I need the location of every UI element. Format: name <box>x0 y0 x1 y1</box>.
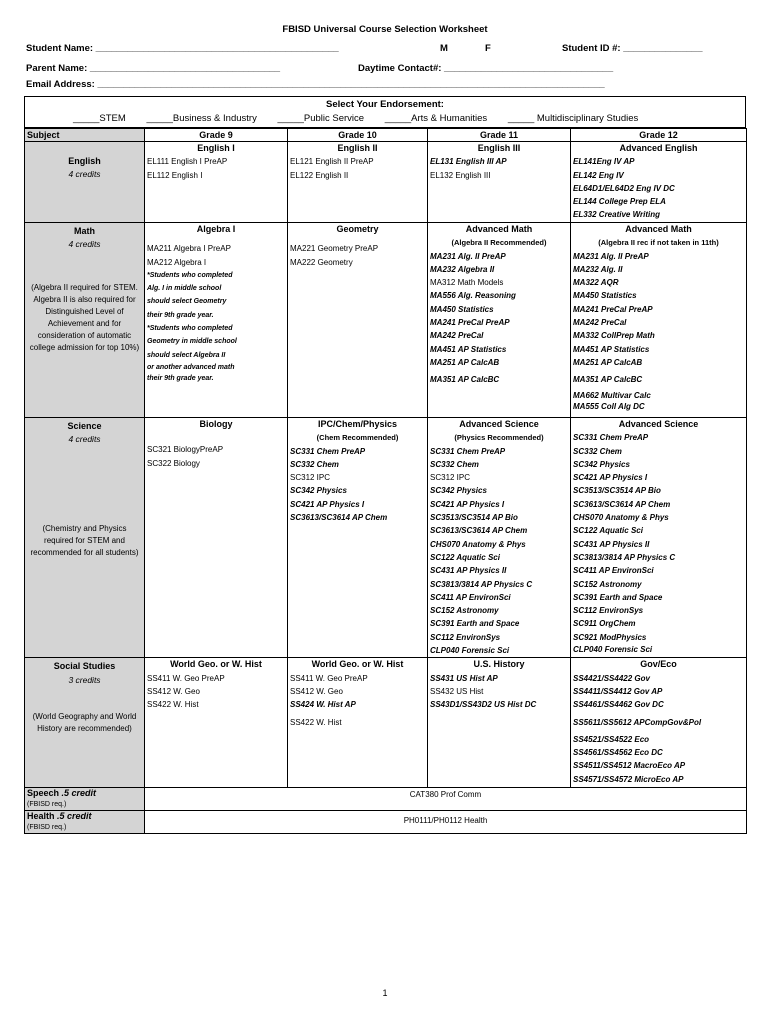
endorsement-public-service[interactable]: _____Public Service <box>277 113 365 124</box>
course-item[interactable]: MA251 AP CalcAB <box>573 357 643 367</box>
course-item[interactable]: SS4571/SS4572 MicroEco AP <box>573 774 684 784</box>
col-grade-11: Grade 11 <box>428 129 571 142</box>
social-credits: 3 credits <box>68 674 101 685</box>
course-item[interactable]: SC312 IPC <box>290 473 331 483</box>
math-note-line: their 9th grade year. <box>147 374 214 382</box>
social-note: (World Geography and World History are recommended) <box>32 711 137 733</box>
page-number: 1 <box>382 988 388 998</box>
math-g11 <box>428 223 571 418</box>
speech-course[interactable]: CAT380 Prof Comm <box>145 788 747 811</box>
science-name: Science <box>67 421 102 431</box>
course-item[interactable]: SS411 W. Geo PreAP <box>147 673 225 683</box>
col-grade-10: Grade 10 <box>288 129 428 142</box>
course-item[interactable]: MA332 CollPrep Math <box>573 331 655 341</box>
math-g10 <box>288 223 428 418</box>
course-item[interactable]: SC122 Aquatic Sci <box>430 552 500 562</box>
course-item[interactable]: SC312 IPC <box>430 473 471 483</box>
course-item[interactable]: EL141Eng IV AP <box>573 157 635 167</box>
course-item[interactable]: SS432 US Hist <box>430 686 484 696</box>
course-item[interactable]: SS43D1/SS43D2 US Hist DC <box>430 700 537 710</box>
course-item[interactable]: SS412 W. Geo <box>290 686 343 696</box>
daytime-contact-field[interactable]: Daytime Contact#: ________________________________ <box>358 63 614 74</box>
speech-subject <box>25 788 145 811</box>
english-credits: 4 credits <box>68 169 101 180</box>
endorsement-options <box>73 113 656 124</box>
course-item[interactable]: SC3513/SC3514 AP Bio <box>430 513 518 523</box>
course-item[interactable]: MA241 PreCal PreAP <box>573 304 653 314</box>
social-g12 <box>571 658 747 788</box>
endorsement-box <box>24 96 746 128</box>
health-subject <box>25 811 145 834</box>
social-subject <box>25 658 145 788</box>
course-item[interactable]: SC152 Astronomy <box>430 606 499 616</box>
course-item[interactable]: SC322 Biology <box>147 458 200 468</box>
course-item[interactable]: SC3613/SC3614 AP Chem <box>430 526 528 536</box>
course-item[interactable]: SS422 W. Hist <box>290 717 342 727</box>
course-item[interactable]: SC421 AP Physics I <box>430 499 505 509</box>
course-item[interactable]: SC332 Chem <box>290 459 339 469</box>
course-item[interactable]: SS431 US Hist AP <box>430 673 498 683</box>
course-item[interactable]: MA450 Statistics <box>573 291 637 301</box>
social-g10-head: World Geo. or W. Hist <box>311 659 404 670</box>
course-item[interactable]: SC112 EnvironSys <box>573 606 644 616</box>
course-table <box>24 128 747 834</box>
math-g9-head: Algebra I <box>196 224 236 234</box>
course-item[interactable]: MA232 Algebra II <box>430 264 495 274</box>
course-item[interactable]: MA662 Multivar Calc <box>573 390 651 400</box>
english-g12-head: Advanced English <box>619 143 698 153</box>
course-item[interactable]: MA221 Geometry PreAP <box>290 244 379 254</box>
science-g10-head: IPC/Chem/Physics <box>317 419 398 429</box>
speech-name: Speech <box>27 788 60 799</box>
math-note-line: Geometry in middle school <box>147 338 237 346</box>
course-item[interactable]: SS411 W. Geo PreAP <box>290 673 368 683</box>
social-g9-head: World Geo. or W. Hist <box>170 659 262 670</box>
course-item[interactable]: SC3613/SC3614 AP Chem <box>573 499 671 509</box>
science-row <box>25 418 747 658</box>
course-item[interactable]: MA242 PreCal <box>573 318 627 328</box>
course-item[interactable]: SC3813/3814 AP Physics C <box>573 552 676 562</box>
course-item[interactable]: MA222 Geometry <box>290 257 353 267</box>
health-name: Health <box>27 811 55 822</box>
speech-req: (FBISD req.) <box>27 801 67 809</box>
course-item[interactable]: SC431 AP Physics II <box>430 566 507 576</box>
course-item[interactable]: MA451 AP Statistics <box>430 344 507 354</box>
course-item[interactable]: SC332 Chem <box>430 459 479 469</box>
course-item[interactable]: MA241 PreCal PreAP <box>430 318 510 328</box>
course-item[interactable]: SC421 AP Physics I <box>290 499 365 509</box>
science-g11 <box>428 418 571 658</box>
course-item[interactable]: SC391 Earth and Space <box>573 592 663 602</box>
course-item[interactable]: SC921 ModPhysics <box>573 632 647 642</box>
course-item[interactable]: MA212 Algebra I <box>147 257 207 267</box>
col-grade-12: Grade 12 <box>571 129 747 142</box>
math-note-line: should select Geometry <box>147 298 227 306</box>
email-field[interactable]: Email Address: ________________________________________________________________________________________________ <box>26 79 605 90</box>
course-item[interactable]: SC122 Aquatic Sci <box>573 526 643 536</box>
course-item[interactable]: EL111 English I PreAP <box>147 157 228 167</box>
health-course[interactable]: PH0111/PH0112 Health <box>145 811 747 834</box>
page-title: FBISD Universal Course Selection Worksheet <box>282 24 488 35</box>
course-item[interactable]: SC391 Earth and Space <box>430 619 520 629</box>
math-row <box>25 223 747 418</box>
course-item[interactable]: MA450 Statistics <box>430 304 494 314</box>
social-g11-head: U.S. History <box>473 659 525 670</box>
course-item[interactable]: MA351 AP CalcBC <box>573 375 643 385</box>
science-g10-sub: (Chem Recommended) <box>316 433 399 443</box>
course-item[interactable]: CHS070 Anatomy & Phys <box>573 513 669 523</box>
endorsement-arts[interactable]: _____Arts & Humanities <box>384 113 488 124</box>
english-name: English <box>68 156 101 166</box>
course-item[interactable]: SC331 Chem PreAP <box>573 433 649 443</box>
science-g9 <box>145 418 288 658</box>
math-note-line: or another advanced math <box>147 363 235 371</box>
course-item[interactable]: EL112 English I <box>147 170 203 180</box>
endorsement-stem[interactable]: _____STEM <box>73 113 126 124</box>
col-grade-9: Grade 9 <box>145 129 288 142</box>
science-g12-head: Advanced Science <box>618 419 699 429</box>
student-name-field[interactable]: Student Name: ______________________________________________ <box>26 43 339 54</box>
math-note-line: their 9th grade year. <box>147 311 214 319</box>
course-item[interactable]: CHS070 Anatomy & Phys <box>430 539 526 549</box>
health-req: (FBISD req.) <box>27 824 67 832</box>
gender-m-option[interactable]: M <box>440 43 448 54</box>
course-item[interactable]: EL121 English II PreAP <box>290 157 374 167</box>
endorsement-label: Select Your Endorsement: <box>326 99 444 110</box>
parent-name-field[interactable]: Parent Name: ____________________________________ <box>26 63 281 74</box>
course-item[interactable]: MA211 Algebra I PreAP <box>147 244 231 254</box>
course-item[interactable]: MA242 PreCal <box>430 331 484 341</box>
science-g11-sub: (Physics Recommended) <box>454 433 544 443</box>
science-g9-head: Biology <box>199 419 233 429</box>
math-g11-head: Advanced Math <box>465 224 533 234</box>
course-item[interactable]: SS4411/SS4412 Gov AP <box>573 686 663 696</box>
math-g11-sub: (Algebra II Recommended) <box>451 238 547 248</box>
science-g10 <box>288 418 428 658</box>
course-item[interactable]: CLP040 Forensic Sci <box>573 645 653 655</box>
course-item[interactable]: SS4561/SS4562 Eco DC <box>573 748 663 758</box>
english-subject <box>25 142 145 223</box>
course-item[interactable]: EL64D1/EL64D2 Eng IV DC <box>573 183 675 193</box>
gender-f-option[interactable]: F <box>485 43 491 54</box>
science-g11-head: Advanced Science <box>459 419 539 429</box>
course-item[interactable]: EL332 Creative Writing <box>573 210 660 220</box>
course-item[interactable]: MA251 AP CalcAB <box>430 357 500 367</box>
course-item[interactable]: MA555 Coll Alg DC <box>573 401 645 411</box>
english-g11 <box>428 142 571 223</box>
math-credits: 4 credits <box>68 239 101 250</box>
health-row <box>25 811 747 834</box>
social-g12-head: Gov/Eco <box>640 659 677 670</box>
english-g9 <box>145 142 288 223</box>
course-item[interactable]: CLP040 Forensic Sci <box>430 646 510 656</box>
course-item[interactable]: SC431 AP Physics II <box>573 539 650 549</box>
speech-row <box>25 788 747 811</box>
social-name: Social Studies <box>53 661 116 672</box>
course-item[interactable]: SS412 W. Geo <box>147 686 200 696</box>
math-g9 <box>145 223 288 418</box>
course-item[interactable]: SS4461/SS4462 Gov DC <box>573 700 664 710</box>
course-item[interactable]: SC3613/SC3614 AP Chem <box>290 513 388 523</box>
course-item[interactable]: MA351 AP CalcBC <box>430 375 500 385</box>
course-item[interactable]: EL142 Eng IV <box>573 170 624 180</box>
math-g12-sub: (Algebra II rec if not taken in 11th) <box>598 238 719 248</box>
course-item[interactable]: SS422 W. Hist <box>147 700 199 710</box>
english-g10-head: English II <box>337 143 378 153</box>
student-id-field[interactable]: Student ID #: _______________ <box>562 43 703 54</box>
math-subject <box>25 223 145 418</box>
math-note-line: *Students who completed <box>147 325 233 333</box>
science-credits: 4 credits <box>68 434 101 445</box>
course-item[interactable]: EL144 College Prep ELA <box>573 197 666 207</box>
course-item[interactable]: SS424 W. Hist AP <box>290 700 356 710</box>
course-item[interactable]: SC342 Physics <box>573 459 630 469</box>
course-item[interactable]: MA556 Alg. Reasoning <box>430 291 516 301</box>
health-credit: .5 credit <box>57 811 92 822</box>
math-name: Math <box>74 226 95 236</box>
course-item[interactable]: EL131 English III AP <box>430 157 507 167</box>
science-g12 <box>571 418 747 658</box>
course-item[interactable]: SC3813/3814 AP Physics C <box>430 579 533 589</box>
course-item[interactable]: SC3513/SC3514 AP Bio <box>573 486 661 496</box>
course-item[interactable]: SC411 AP EnvironSci <box>430 592 511 602</box>
english-g10 <box>288 142 428 223</box>
math-g10-head: Geometry <box>336 224 379 234</box>
endorsement-multidisciplinary[interactable]: _____ Multidisciplinary Studies <box>507 113 639 124</box>
social-g9 <box>145 658 288 788</box>
english-g9-head: English I <box>197 143 235 153</box>
course-item[interactable]: MA232 Alg. II <box>573 264 623 274</box>
course-item[interactable]: SC342 Physics <box>430 486 487 496</box>
course-item[interactable]: SC332 Chem <box>573 446 622 456</box>
course-item[interactable]: SS4511/SS4512 MacroEco AP <box>573 761 686 771</box>
header-row <box>25 129 747 142</box>
course-item[interactable]: SC112 EnvironSys <box>430 632 501 642</box>
course-item[interactable]: SC421 AP Physics I <box>573 473 648 483</box>
math-note-line: *Students who completed <box>147 271 233 279</box>
math-note-line: should select Algebra II <box>147 351 226 359</box>
course-item[interactable]: SS4521/SS4522 Eco <box>573 734 650 744</box>
speech-credit: .5 credit <box>61 788 97 799</box>
english-g12 <box>571 142 747 223</box>
math-g12 <box>571 223 747 418</box>
course-item[interactable]: EL132 English III <box>430 170 491 180</box>
course-item[interactable]: MA231 Alg. II PreAP <box>573 251 649 261</box>
math-note: (Algebra II required for STEM. Algebra II is also required for Distinguished Level of Achievement and for consideration of automatic college admission for top 10%) <box>29 282 140 352</box>
course-item[interactable]: MA322 AQR <box>573 278 619 288</box>
endorsement-business[interactable]: _____Business & Industry <box>146 113 257 124</box>
social-row <box>25 658 747 788</box>
course-item[interactable]: SC911 OrgChem <box>573 619 636 629</box>
course-item[interactable]: SS4421/SS4422 Gov <box>573 673 650 683</box>
course-item[interactable]: SC331 Chem PreAP <box>290 446 366 456</box>
course-item[interactable]: MA312 Math Models <box>430 278 504 288</box>
course-item[interactable]: SC152 Astronomy <box>573 579 642 589</box>
course-item[interactable]: SC342 Physics <box>290 486 347 496</box>
col-subject: Subject <box>25 129 145 142</box>
social-g11 <box>428 658 571 788</box>
course-item[interactable]: SC321 BiologyPreAP <box>147 445 224 455</box>
course-item[interactable]: MA451 AP Statistics <box>573 344 650 354</box>
social-g10 <box>288 658 428 788</box>
math-note-line: Alg. I in middle school <box>147 285 222 293</box>
course-item[interactable]: EL122 English II <box>290 170 349 180</box>
english-row <box>25 142 747 223</box>
course-item[interactable]: MA231 Alg. II PreAP <box>430 251 506 261</box>
science-note: (Chemistry and Physics required for STEM and recommended for all students) <box>30 523 139 557</box>
science-subject <box>25 418 145 658</box>
course-item[interactable]: SC411 AP EnvironSci <box>573 566 654 576</box>
english-g11-head: English III <box>477 143 521 153</box>
math-g12-head: Advanced Math <box>625 224 692 234</box>
course-item[interactable]: SC331 Chem PreAP <box>430 446 506 456</box>
course-item[interactable]: SS5611/SS5612 APCompGov&Pol <box>573 717 702 727</box>
